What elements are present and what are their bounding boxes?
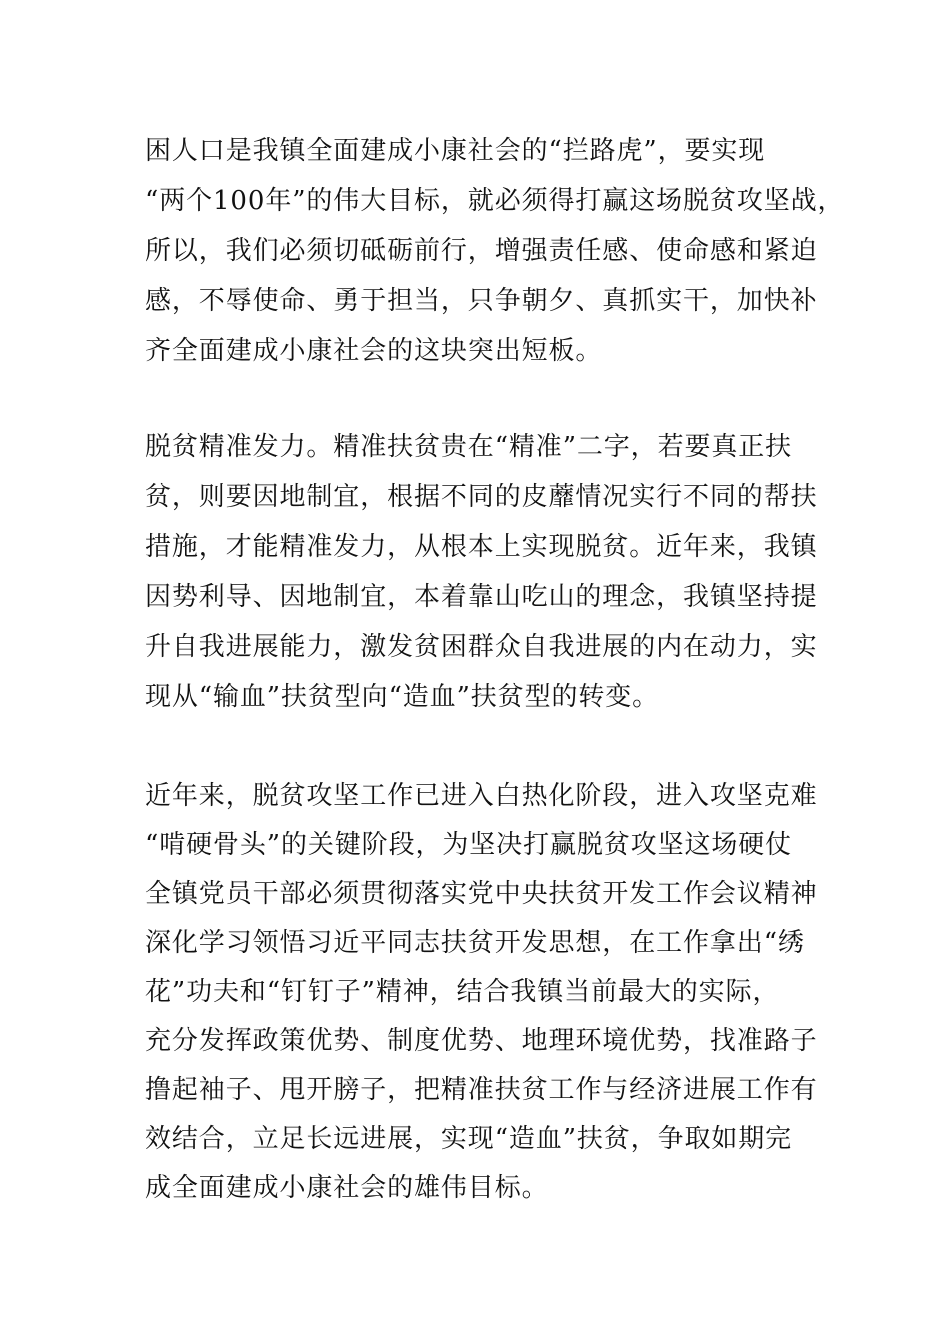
text-line: 全镇党员干部必须贯彻落实党中央扶贫开发工作会议精神 [145, 879, 818, 909]
text-line: 升自我进展能力，激发贫困群众自我进展的内在动力，实 [145, 632, 818, 662]
text-line: 感，不辱使命、勇于担当，只争朝夕、真抓实干，加快补 [145, 286, 818, 316]
text-line: 近年来，脱贫攻坚工作已进入白热化阶段，进入攻坚克难 [145, 781, 818, 811]
text-line: 深化学习领悟习近平同志扶贫开发思想，在工作拿出“绣 [145, 928, 805, 958]
text-line: 齐全面建成小康社会的这块突出短板。 [145, 336, 603, 366]
text-line: 因势利导、因地制宜，本着靠山吃山的理念，我镇坚持提 [145, 582, 818, 612]
text-line: 成全面建成小康社会的雄伟目标。 [145, 1173, 549, 1203]
text-line: “两个100年”的伟大目标，就必须得打赢这场脱贫攻坚战， [145, 186, 845, 216]
text-line: 充分发挥政策优势、制度优势、地理环境优势，找准路子 [145, 1026, 818, 1056]
text-line: “啃硬骨头”的关键阶段，为坚决打赢脱贫攻坚这场硬仗 [145, 830, 793, 860]
text-line: 脱贫精准发力。精准扶贫贵在“精准”二字，若要真正扶 [145, 432, 793, 462]
text-line: 撸起袖子、甩开膀子，把精准扶贫工作与经济进展工作有 [145, 1075, 818, 1105]
text-line: 措施，才能精准发力，从根本上实现脱贫。近年来，我镇 [145, 532, 818, 562]
text-line: 贫，则要因地制宜，根据不同的皮蘼情况实行不同的帮扶 [145, 482, 818, 512]
text-line: 花”功夫和“钉钉子”精神，结合我镇当前最大的实际， [145, 977, 780, 1007]
text-line: 困人口是我镇全面建成小康社会的“拦路虎”，要实现 [145, 136, 766, 166]
text-line: 现从“输血”扶贫型向“造血”扶贫型的转变。 [145, 682, 660, 712]
text-line: 效结合，立足长远进展，实现“造血”扶贫，争取如期完 [145, 1124, 793, 1154]
text-line: 所以，我们必须切砥砺前行，增强责任感、使命感和紧迫 [145, 236, 818, 266]
